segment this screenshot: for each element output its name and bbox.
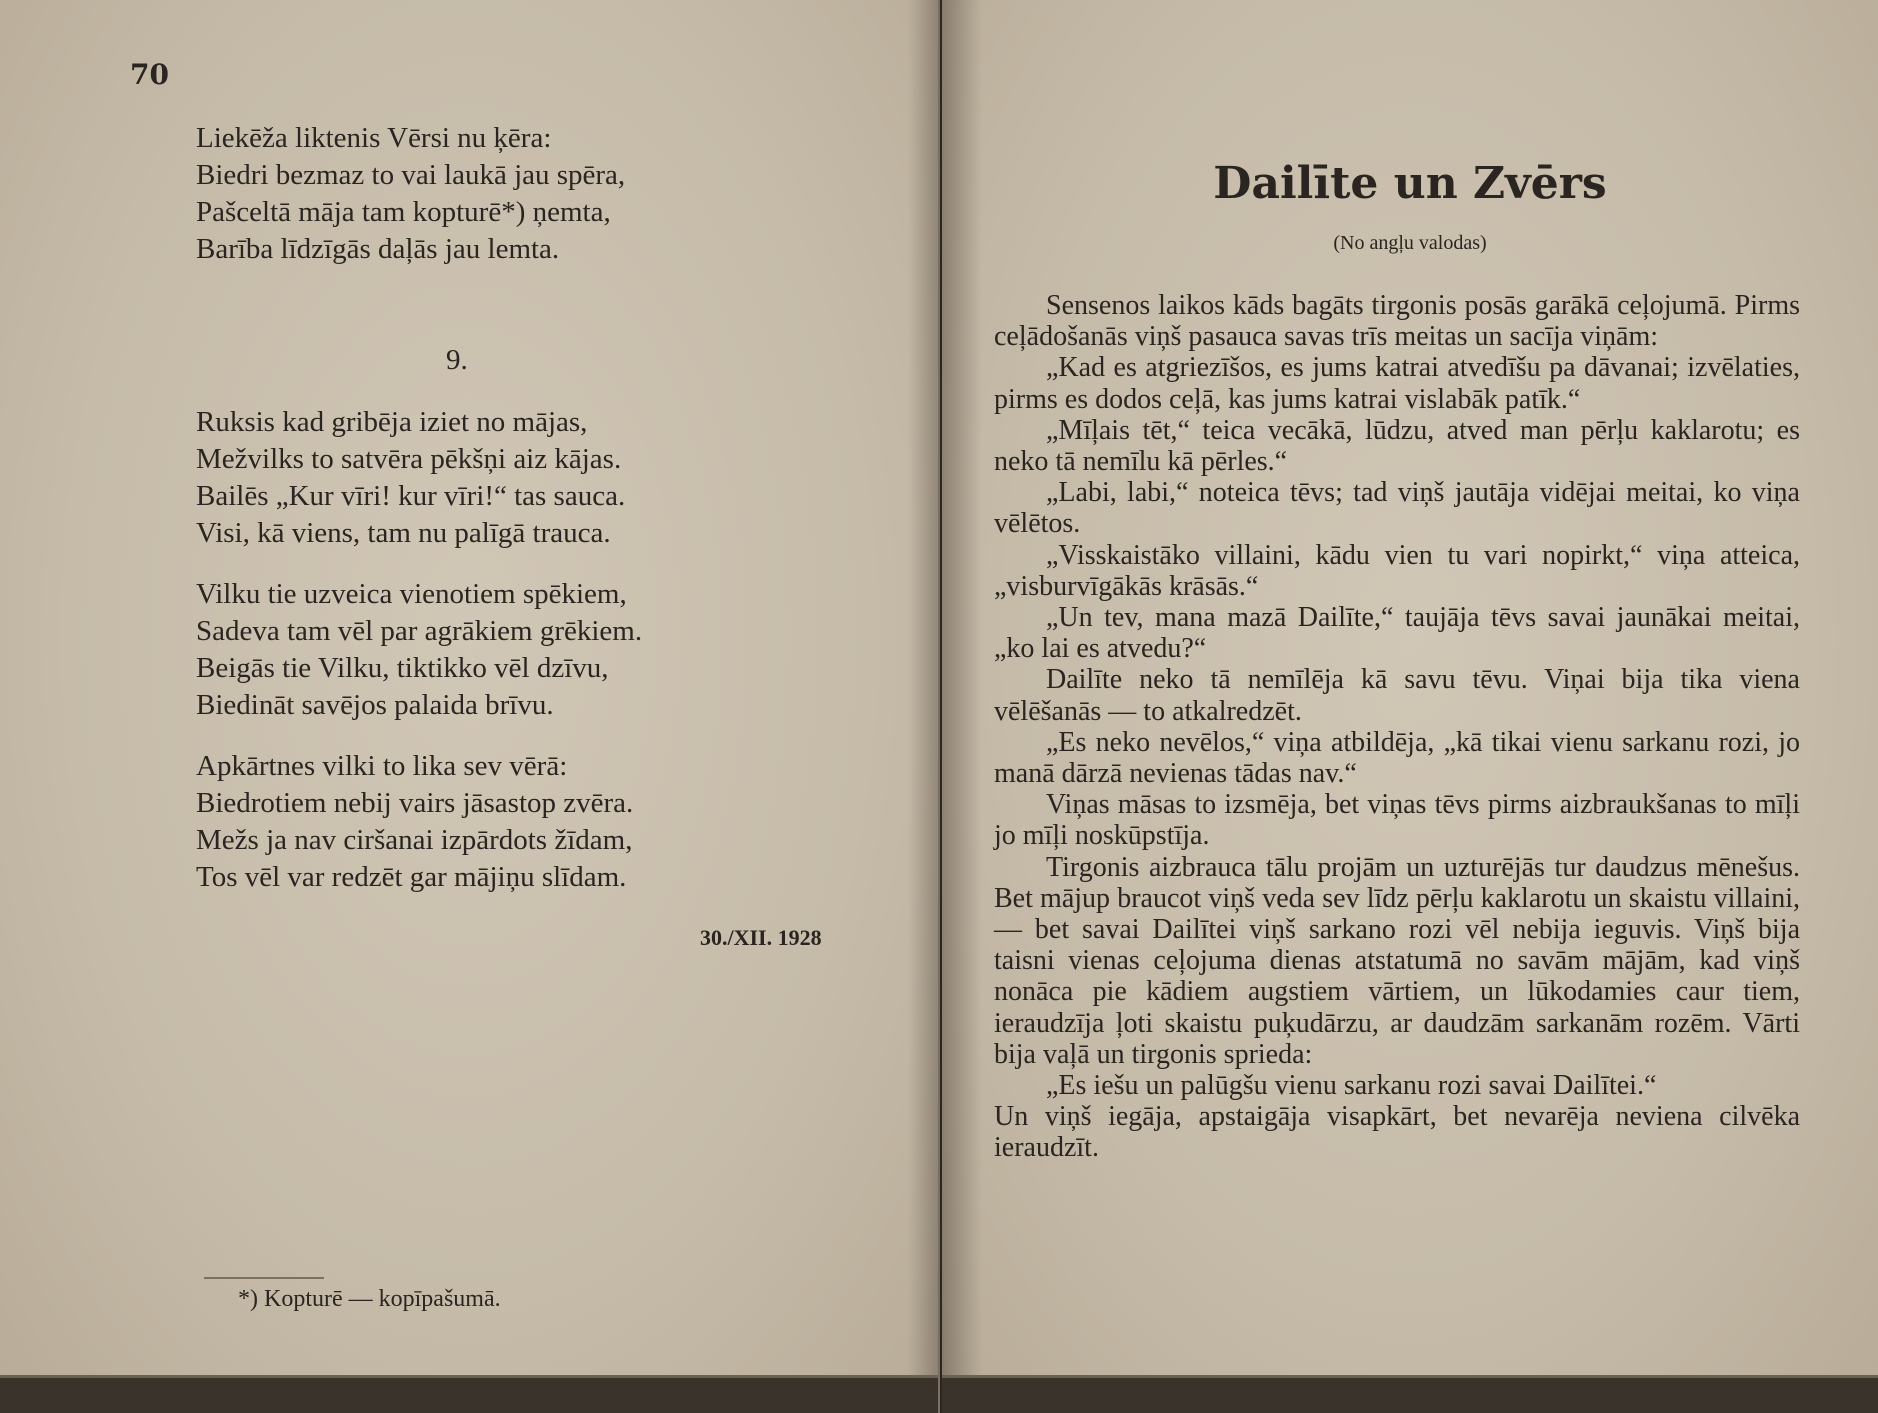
story-title: Dailīte un Zvērs	[1213, 158, 1607, 209]
paragraph: „Kad es atgriezīšos, es jums katrai atvedīšu pa dāvanai; izvēlaties, pirms es dodos ceļā, kas jums katrai vislabāk patīk.“	[994, 352, 1800, 415]
right-page	[942, 0, 1878, 1413]
page-number: 70	[130, 58, 169, 91]
section-number: 9.	[446, 344, 468, 376]
poem-line: Vilku tie uzveica vienotiem spēkiem,	[196, 578, 627, 610]
poem-date: 30./XII. 1928	[700, 925, 822, 950]
footnote: *) Kopturē — kopīpašumā.	[238, 1286, 501, 1312]
poem-line: Tos vēl var redzēt gar mājiņu slīdam.	[196, 861, 627, 893]
paragraph: „Es iešu un palūgšu vienu sarkanu rozi savai Dailītei.“	[1046, 1070, 1657, 1102]
poem-line: Biedri bezmaz to vai laukā jau spēra,	[196, 159, 626, 191]
paragraph: „Es neko nevēlos,“ viņa atbildēja, „kā tikai vienu sarkanu rozi, jo manā dārzā nevienas tādas nav.“	[994, 726, 1800, 790]
story-subtitle: (No angļu valodas)	[1333, 232, 1487, 254]
poem-line: Biedināt savējos palaida brīvu.	[196, 689, 554, 721]
paragraph: „Visskaistāko villaini, kādu vien tu vari nopirkt,“ viņa atteica, „visburvīgākās krāsās.“	[994, 539, 1800, 602]
poem-stanza-1	[196, 120, 625, 268]
paragraph: Dailīte neko tā nemīlēja kā savu tēvu. Viņai bija tika viena vēlēšanās — to atkalredzēt.	[994, 664, 1800, 727]
paragraph: Tirgonis aizbrauca tālu projām un uzturējās tur daudzus mēnešus. Bet mājup braucot viņš veda sev līdz pērļu kaklarotu un skaistu villaini, — bet savai Dailītei viņš sarkano rozi vēl nebija ieguvis. Viņš bija taisni vienas ceļojuma dienas atstatumā no savām mājām, kad viņš nonāca pie kādiem augstiem vārtiem, un lūkodamies caur tiem, ieraudzīja ļoti skaistu puķudārzu, ar daudzām sarkanām rozēm. Vārti bija vaļā un tirgonis sprieda:	[994, 851, 1800, 1070]
gutter-shadow	[942, 0, 982, 1413]
paragraph: „Labi, labi,“ noteica tēvs; tad viņš jautāja vidējai meitai, ko viņa vēlētos.	[994, 477, 1800, 540]
poem-line: Liekēža liktenis Vērsi nu ķēra:	[196, 122, 552, 154]
paragraph: „Mīļais tēt,“ teica vecākā, lūdzu, atved man pērļu kaklarotu; es neko tā nemīlu kā pērles.“	[994, 414, 1800, 478]
poem-line: Biedrotiem nebij vairs jāsastop zvēra.	[196, 787, 634, 819]
poem-stanza-3	[196, 576, 642, 724]
page-bottom-edge	[0, 1375, 938, 1413]
poem-line: Ruksis kad gribēja iziet no mājas,	[196, 406, 588, 438]
poem-line: Barība līdzīgās daļās jau lemta.	[196, 233, 560, 265]
poem-line: Pašceltā māja tam kopturē*) ņemta,	[196, 196, 611, 228]
poem-stanza-4	[196, 748, 633, 896]
paragraph: „Un tev, mana mazā Dailīte,“ taujāja tēvs savai jaunākai meitai, „ko lai es atvedu?“	[994, 602, 1800, 665]
poem-line: Bailēs „Kur vīri! kur vīri!“ tas sauca.	[196, 480, 626, 512]
footnote-rule	[204, 1277, 324, 1279]
paragraph: Sensenos laikos kāds bagāts tirgonis posās garākā ceļojumā. Pirms ceļādošanās viņš pasauca savas trīs meitas un sacīja viņām:	[994, 290, 1800, 353]
poem-line: Sadeva tam vēl par agrākiem grēkiem.	[196, 615, 643, 647]
poem-line: Beigās tie Vilku, tiktikko vēl dzīvu,	[196, 652, 609, 684]
poem-line: Mežvilks to satvēra pēkšņi aiz kājas.	[196, 443, 622, 475]
poem-stanza-2	[196, 404, 625, 552]
paragraph: Un viņš iegāja, apstaigāja visapkārt, bet nevarēja neviena cilvēka ieraudzīt.	[994, 1101, 1800, 1164]
page-bottom-edge	[942, 1375, 1878, 1413]
gutter-shadow	[908, 0, 938, 1413]
paragraph: Viņas māsas to izsmēja, bet viņas tēvs pirms aizbraukšanas to mīļi jo mīļi noskūpstīja.	[994, 789, 1800, 852]
poem-line: Visi, kā viens, tam nu palīgā trauca.	[196, 517, 611, 549]
poem-line: Mežs ja nav ciršanai izpārdots žīdam,	[196, 824, 633, 856]
story-text	[994, 290, 1800, 1164]
poem-line: Apkārtnes vilki to lika sev vērā:	[196, 750, 568, 782]
